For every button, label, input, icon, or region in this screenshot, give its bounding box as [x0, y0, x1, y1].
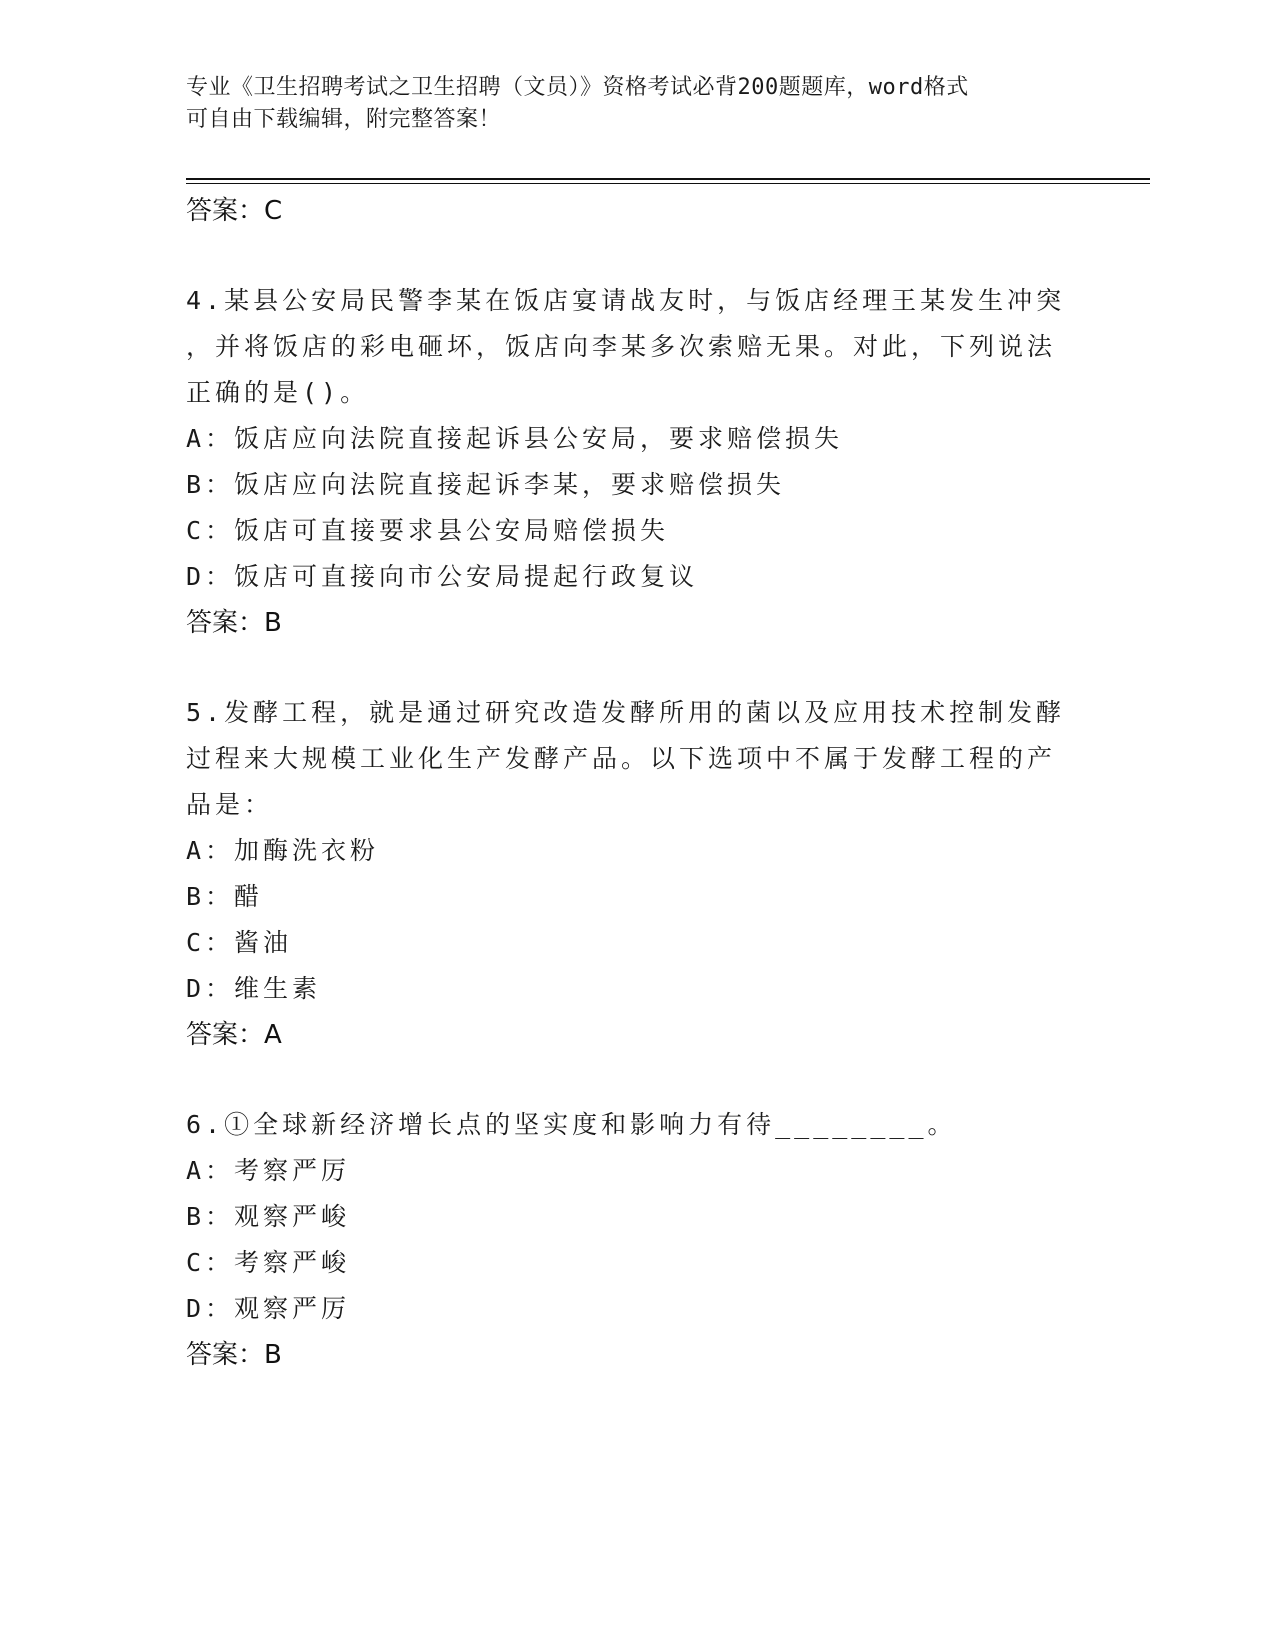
option-b: B：醋: [186, 882, 264, 911]
document-header: [186, 72, 1066, 136]
spacer: [186, 1058, 1066, 1102]
header-rule-thin: [186, 183, 1150, 184]
option-b: B：饭店应向法院直接起诉李某，要求赔偿损失: [186, 470, 786, 499]
answer-label: 答案：B: [186, 1340, 282, 1370]
question-text-line: 4.某县公安局民警李某在饭店宴请战友时，与饭店经理王某发生冲突: [186, 286, 1066, 315]
header-line-2: 可自由下载编辑，附完整答案！: [186, 107, 502, 132]
option-b: B：观察严峻: [186, 1202, 351, 1231]
option-c: C：考察严峻: [186, 1248, 351, 1277]
spacer: [186, 646, 1066, 690]
option-a: A：饭店应向法院直接起诉县公安局，要求赔偿损失: [186, 424, 844, 453]
option-d: D：维生素: [186, 974, 322, 1003]
header-rule-thick: [186, 178, 1150, 180]
question-item: [186, 690, 1066, 1058]
question-list: [186, 188, 1066, 1378]
header-line-1: 专业《卫生招聘考试之卫生招聘（文员）》资格考试必背200题题库，word格式: [186, 75, 969, 100]
spacer: [186, 234, 1066, 278]
option-c: C：饭店可直接要求县公安局赔偿损失: [186, 516, 670, 545]
question-text-line: 过程来大规模工业化生产发酵产品。以下选项中不属于发酵工程的产: [186, 744, 1057, 773]
question-item: [186, 278, 1066, 646]
option-c: C：酱油: [186, 928, 293, 957]
answer-label: 答案：B: [186, 608, 282, 638]
question-text-line: 6.①全球新经济增长点的坚实度和影响力有待________。: [186, 1110, 957, 1139]
question-text-line: 正确的是()。: [186, 378, 370, 407]
question-item: [186, 1102, 1066, 1378]
question-text-line: 品是：: [186, 790, 274, 819]
option-d: D：饭店可直接向市公安局提起行政复议: [186, 562, 699, 591]
option-a: A：考察严厉: [186, 1156, 351, 1185]
answer-label: 答案：C: [186, 196, 283, 226]
answer-label: 答案：A: [186, 1020, 282, 1050]
option-d: D：观察严厉: [186, 1294, 351, 1323]
option-a: A：加酶洗衣粉: [186, 836, 380, 865]
question-text-line: ，并将饭店的彩电砸坏，饭店向李某多次索赔无果。对此，下列说法: [186, 332, 1057, 361]
question-text-line: 5.发酵工程，就是通过研究改造发酵所用的菌以及应用技术控制发酵: [186, 698, 1066, 727]
